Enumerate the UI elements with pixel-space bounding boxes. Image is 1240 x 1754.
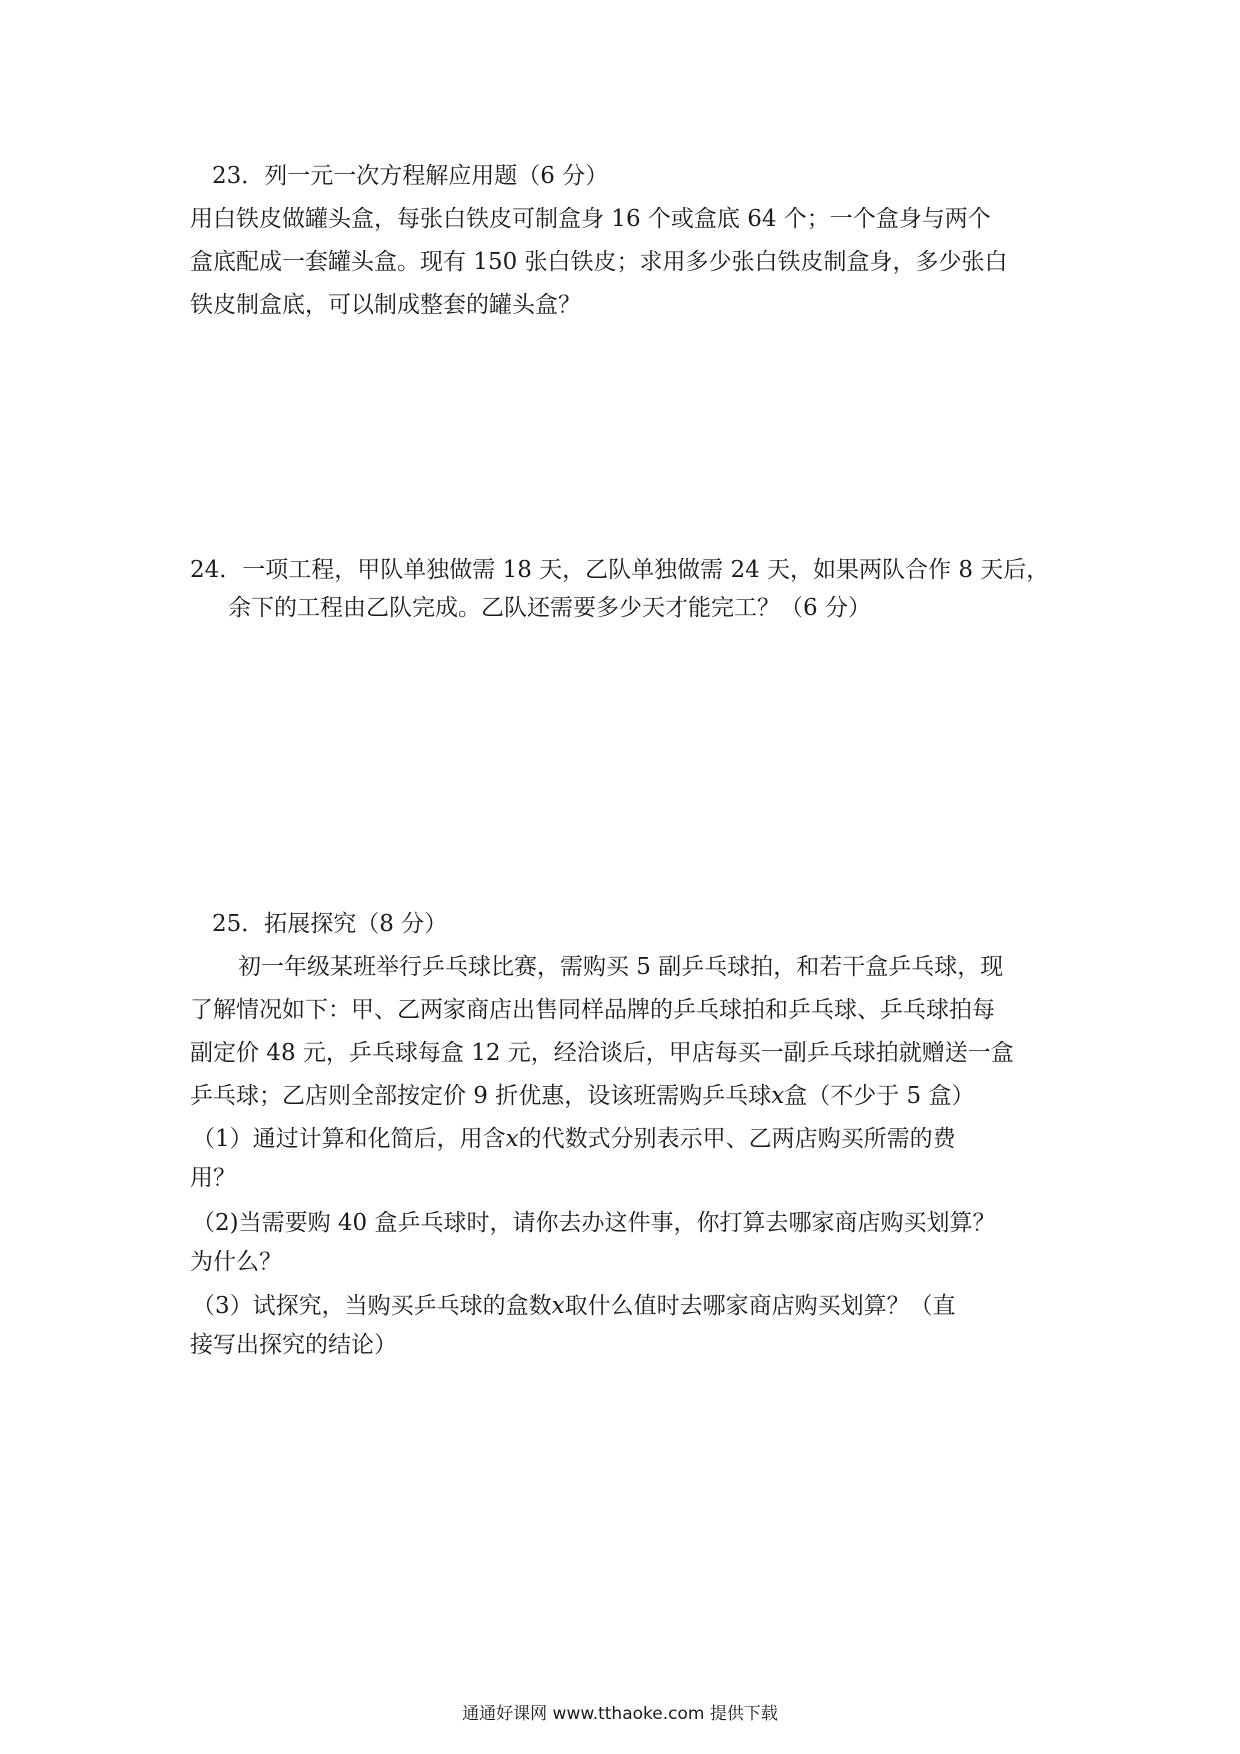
q25-intro-line-1: 初一年级某班举行乒乓球比赛，需购买 5 副乒乓球拍，和若干盒乒乓球，现: [238, 954, 1004, 980]
q25-intro-line-2: 了解情况如下：甲、乙两家商店出售同样品牌的乒乓球拍和乒乓球、乒乓球拍每: [190, 997, 995, 1023]
q25-part2-line-2: 为什么？: [190, 1249, 282, 1275]
q24-line-2: 余下的工程由乙队完成。乙队还需要多少天才能完工？（6 分）: [228, 595, 871, 621]
q25-part3-line-2: 接写出探究的结论）: [190, 1332, 397, 1358]
q25-part1-line-1: [192, 1124, 956, 1154]
q25-part1-text-b: 的代数式分别表示甲、乙两店购买所需的费: [518, 1126, 956, 1152]
q23-line-2: 盒底配成一套罐头盒。现有 150 张白铁皮；求用多少张白铁皮制盒身，多少张白: [190, 249, 1008, 275]
variable-x: x: [551, 1293, 565, 1319]
q25-part3-text-b: 取什么值时去哪家商店购买划算？（直: [564, 1293, 956, 1319]
q25-part2-line-1: （2)当需要购 40 盒乒乓球时，请你去办这件事，你打算去哪家商店购买划算？: [192, 1210, 996, 1236]
q25-intro-line-4-text-a: 乒乓球；乙店则全部按定价 9 折优惠，设该班需购乒乓球: [190, 1083, 772, 1109]
q25-heading: 25．拓展探究（8 分）: [212, 911, 448, 937]
q25-intro-line-4-text-b: 盒（不少于 5 盒）: [784, 1083, 975, 1109]
variable-x: x: [505, 1126, 519, 1152]
q23-heading: 23．列一元一次方程解应用题（6 分）: [212, 163, 609, 189]
page-footer: 通通好课网 www.tthaoke.com 提供下载: [462, 1704, 778, 1724]
variable-x: x: [771, 1083, 785, 1109]
q25-intro-line-4: [190, 1081, 975, 1111]
q23-line-1: 用白铁皮做罐头盒，每张白铁皮可制盒身 16 个或盒底 64 个；一个盒身与两个: [190, 206, 991, 232]
q25-part1-text-a: （1）通过计算和化简后，用含: [192, 1126, 506, 1152]
q25-intro-line-3: 副定价 48 元，乒乓球每盒 12 元，经洽谈后，甲店每买一副乒乓球拍就赠送一盒: [190, 1040, 1014, 1066]
q25-part3-line-1: [192, 1291, 956, 1321]
q25-part1-line-2: 用？: [190, 1165, 236, 1191]
q23-line-3: 铁皮制盒底，可以制成整套的罐头盒？: [190, 292, 581, 318]
q24-line-1: 24．一项工程，甲队单独做需 18 天，乙队单独做需 24 天，如果两队合作 8 天后，: [190, 557, 1050, 583]
q25-part3-text-a: （3）试探究，当购买乒乓球的盒数: [192, 1293, 552, 1319]
